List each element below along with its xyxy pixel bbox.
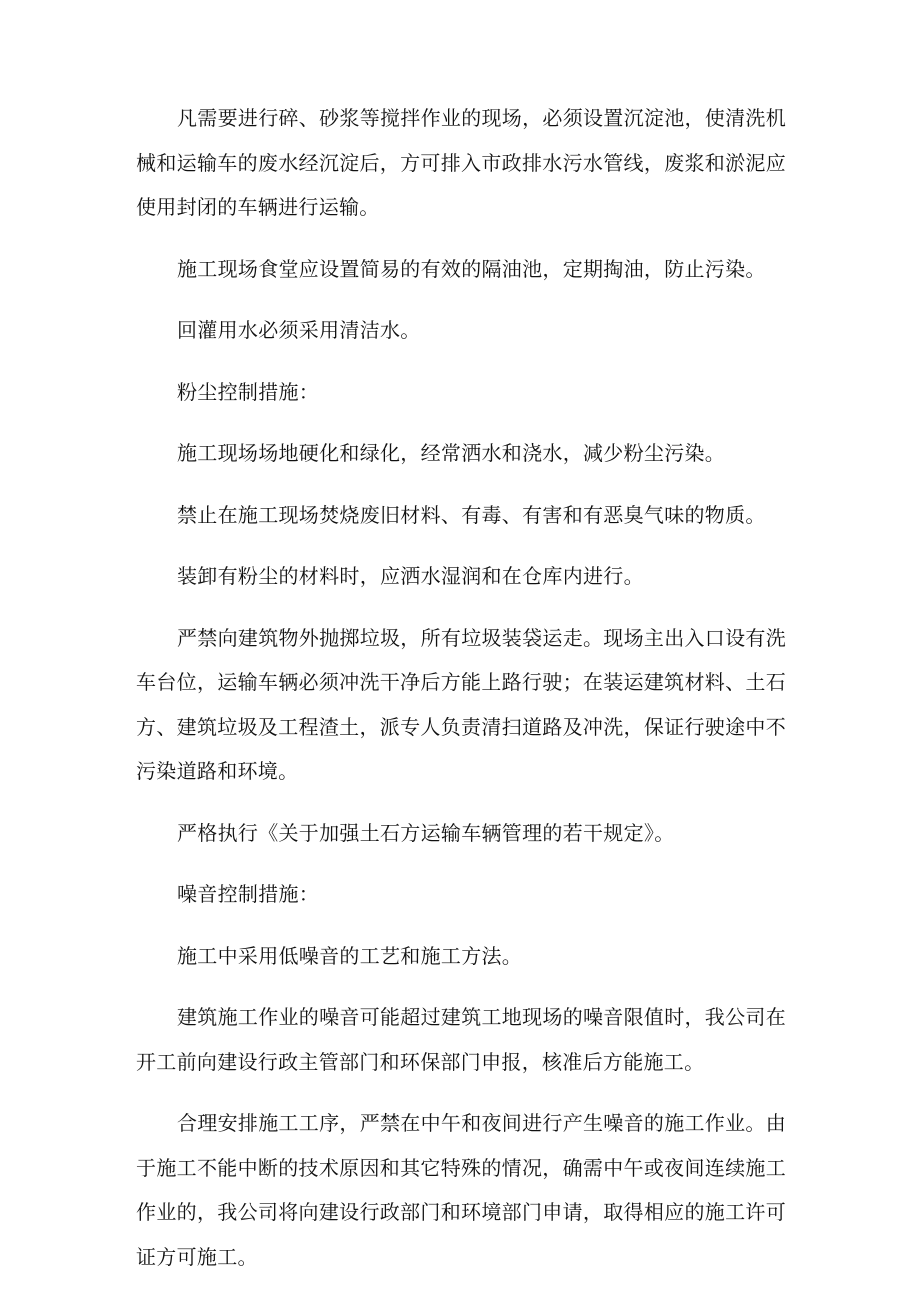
paragraph-loading-dust: 装卸有粉尘的材料时，应洒水湿润和在仓库内进行。 — [177, 564, 644, 588]
heading-noise-control: 噪音控制措施： — [177, 882, 320, 906]
heading-dust-control: 粉尘控制措施： — [177, 379, 320, 404]
paragraph-no-burning: 禁止在施工现场焚烧废旧材料、有毒、有害和有恶臭气味的物质。 — [177, 502, 766, 527]
paragraph-recharge-water: 回灌用水必须采用清洁水。 — [177, 318, 421, 342]
paragraph-schedule: 合理安排施工工序，严禁在中午和夜间进行产生噪音的施工作业。由于施工不能中断的技术原因和其它特殊的情况，确需中午或夜间连续施工作业的，我公司将向建设行政部门和环境部门申请，取得相应的施工许可证方可施工。 — [136, 1111, 786, 1269]
paragraph-low-noise: 施工中采用低噪音的工艺和施工方法。 — [177, 943, 523, 968]
paragraph-regulation: 严格执行《关于加强土石方运输车辆管理的若干规定》。 — [177, 820, 675, 845]
paragraph-noise-limit: 建筑施工作业的噪音可能超过建筑工地现场的噪音限值时，我公司在开工前向建设行政主管部门和环保部门申报，核准后方能施工。 — [136, 1005, 786, 1074]
paragraph-hardening: 施工现场场地硬化和绿化，经常洒水和浇水，减少粉尘污染。 — [177, 441, 726, 465]
paragraph-oil-trap: 施工现场食堂应设置简易的有效的隔油池，定期掏油，防止污染。 — [177, 256, 766, 281]
document-body — [136, 96, 786, 1296]
paragraph-garbage: 严禁向建筑物外抛掷垃圾，所有垃圾装袋运走。现场主出入口设有洗车台位，运输车辆必须冲洗干净后方能上路行驶；在装运建筑材料、土石方、建筑垃圾及工程渣土，派专人负责清扫道路及冲洗，保证行驶途中不污染道路和环境。 — [136, 625, 786, 783]
paragraph-wastewater: 凡需要进行碎、砂浆等搅拌作业的现场，必须设置沉淀池，使清洗机械和运输车的废水经沉淀后，方可排入市政排水污水管线，废浆和淤泥应使用封闭的车辆进行运输。 — [136, 106, 786, 219]
